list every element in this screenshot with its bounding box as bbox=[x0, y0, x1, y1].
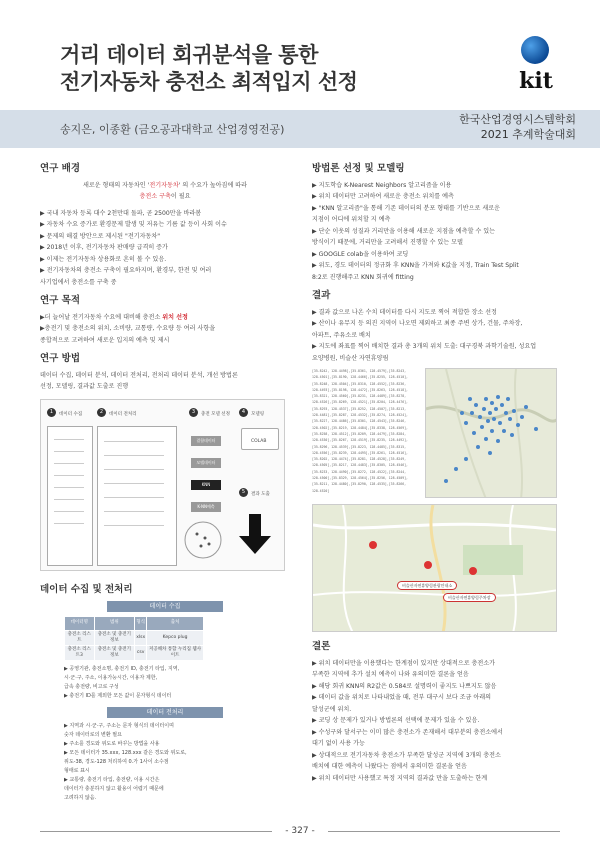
intro-text-red: 전기자동차 bbox=[149, 181, 179, 189]
list-item: ▶ 수성구와 달서구는 이미 많은 충전소가 존재해서 대부분의 충전소에서 bbox=[312, 728, 503, 736]
step-number: 2 bbox=[97, 408, 106, 417]
list-item: ▶ 위치 데이터만 사용했고 특정 지역의 결과값 만을 도출하는 한계 bbox=[312, 774, 488, 782]
note-item: 위도-38, 경도-128 처리하여 0.가 1사이 소수점 bbox=[64, 758, 169, 765]
step-number: 4 bbox=[239, 408, 248, 417]
purpose-item bbox=[40, 313, 290, 324]
step-label: 모델링 bbox=[251, 411, 265, 417]
left-column bbox=[40, 160, 290, 803]
intro-text-pre: 새로운 형태의 자동차인 ' bbox=[82, 181, 150, 189]
data-table bbox=[64, 616, 204, 661]
flow-box: 결합데이터 bbox=[191, 436, 221, 446]
collect-notes bbox=[64, 665, 290, 701]
table-title: 데이터 수집 bbox=[107, 601, 223, 612]
background-list bbox=[40, 209, 290, 289]
conclusion-list bbox=[312, 659, 564, 785]
step-number: 5 bbox=[239, 488, 248, 497]
section-title-conclusion: 결론 bbox=[312, 641, 331, 652]
table-cell: csv bbox=[135, 645, 147, 660]
conference-name: 한국산업경영시스템학회 bbox=[459, 113, 576, 126]
list-item: ▶ 상대적으로 전기자동차 충전소가 부족한 달성군 지역에 3개의 충전소 bbox=[312, 751, 501, 759]
note-item: ▶ 주소를 경도와 위도로 바꾸는 방법을 사용 bbox=[64, 740, 160, 747]
list-item: 8:2로 진행해주고 KNN 회귀에 fitting bbox=[312, 273, 414, 281]
section-title-result: 결과 bbox=[312, 290, 331, 301]
note-item: ▶ 모든 데이터가 35.xxx, 128.xxx 같은 경도와 위도로, bbox=[64, 749, 187, 756]
map-tag: 비슬산자연휴양림주차장 bbox=[443, 593, 496, 602]
title-line-2: 전기자동차 충전소 최적입지 선정 bbox=[60, 70, 358, 94]
list-item: ▶ 지도에 좌표를 찍어 배치한 결과 총 3개의 위치 도출: 대구경북 과학기술원, 성요업 bbox=[312, 343, 537, 350]
list-item: ▶ 국내 자동차 등록 대수 2천만대 돌파, 곧 2500만을 바라봄 bbox=[40, 209, 202, 217]
preprocess-title: 데이터 전처리 bbox=[107, 707, 223, 718]
table-cell: 충전소 및 충전기 정보 bbox=[94, 630, 135, 645]
list-item: 사기업에서 충전소를 구축 중 bbox=[40, 278, 117, 286]
list-item: ▶ 코딩 상 문제가 있거나 방법론의 선택에 문제가 있을 수 있음. bbox=[312, 717, 480, 724]
list-item: ▶ 산이나 유무지 등 의진 지역이 나오면 제외하고 최종 주변 상가, 건물, 주차장, bbox=[312, 320, 523, 327]
note-item: 급속 충전량, 비고로 구성 bbox=[64, 683, 119, 690]
list-item: ▶ 지도학습 K-Nearest Neighbors 알고리즘을 이용 bbox=[312, 181, 452, 189]
table-header: 출처 bbox=[147, 617, 204, 631]
list-item: ▶ 전기자동차의 충전소 구축이 필요하지며, 환경부, 한전 및 여러 bbox=[40, 267, 212, 274]
step-label: 데이터 수집 bbox=[59, 411, 83, 417]
list-item: 아파트, 주유소로 배치 bbox=[312, 331, 371, 339]
distribution-map bbox=[425, 368, 557, 498]
preprocess-notes bbox=[64, 722, 290, 803]
scatter-circle-icon bbox=[181, 518, 225, 562]
authors: 송지은, 이종환 (금오공과대학교 산업경영전공) bbox=[60, 123, 285, 136]
poster-title bbox=[60, 42, 357, 96]
result-location-map bbox=[312, 504, 557, 632]
table-header: 형식 bbox=[135, 617, 147, 631]
colab-label: COLAB bbox=[251, 438, 267, 444]
purpose-item: ▶충전기 및 충전소의 위치, 소비량, 교통량, 수요량 등 여러 사항을 bbox=[40, 325, 216, 332]
conference-info bbox=[459, 112, 576, 142]
data-collect-panel bbox=[47, 426, 93, 566]
coordinate-table-image: [35.8242, 128.4498],[35.8361, 128.4579],[35.8243, 128.4501],[35.8190, 128.4466],[35.8255, 128.4510],[35.8248, 128.4504],[35.8310, 128.4552],[35.8236, 128.4493],[35.8198, 128.4472],[35.8263, 128.4518],[35.8321, 128.4560],[35.8231, 128.4489],[35.8278, 128.4526],[35.8269, 128.4521],[35.8204, 128.4476],[35.8293, 128.4537],[35.8252, 128.4507],[35.8213, 128.4481],[35.8287, 128.4532],[35.8274, 128.4524],[35.8227, 128.4486],[35.8301, 128.4543],[35.8246, 128.4502],[35.8219, 128.4484],[35.8338, 128.4569],[35.8258, 128.4512],[35.8209, 128.4479],[35.8284, 128.4530],[35.8267, 128.4519],[35.8235, 128.4492],[35.8296, 128.4539],[35.8223, 128.4485],[35.8315, 128.4556],[35.8239, 128.4495],[35.8261, 128.4516],[35.8202, 128.4474],[35.8281, 128.4528],[35.8249, 128.4505],[35.8217, 128.4483],[35.8305, 128.4546],[35.8233, 128.4490],[35.8272, 128.4522],[35.8244, 128.4500],[35.8329, 128.4564],[35.8256, 128.4509],[35.8211, 128.4480],[35.8290, 128.4535],[35.8266, 128.4520] bbox=[312, 369, 408, 493]
list-item: ▶ GOOGLE colab을 이용하여 코딩 bbox=[312, 250, 409, 258]
step-label: 충전 모델 선정 bbox=[201, 411, 230, 417]
down-arrow-icon bbox=[231, 510, 281, 560]
note-item: ▶ 지역과 시·군·구, 주소는 문자 형식의 데이터이며 bbox=[64, 722, 174, 729]
section-title-methodology: 방법론 선정 및 모델링 bbox=[312, 163, 405, 174]
intro2-text-post: 이 필요 bbox=[170, 193, 191, 200]
conference-event: 2021 추계학술대회 bbox=[480, 128, 576, 141]
list-item: 달성군에 위치. bbox=[312, 705, 352, 713]
note-item: ▶ 교통량, 충전기 타입, 충전량, 이용 시간은 bbox=[64, 776, 160, 783]
table-row bbox=[65, 645, 204, 660]
table-cell: 저공해차 통합 누리집 웹사이트 bbox=[147, 645, 204, 660]
step-number: 1 bbox=[47, 408, 56, 417]
table-cell: 충전소 및 충전기 정보 bbox=[94, 645, 135, 660]
table-header: 범위 bbox=[94, 617, 135, 631]
list-item: ▶ 문제의 해결 방안으로 제시된 "전기자동차" bbox=[40, 232, 161, 240]
list-item: ▶ 2018년 이후, 전기자동차 판매량 급격히 증가 bbox=[40, 244, 168, 251]
list-item: ▶ 위치 데이터만을 이용했다는 한계점이 있지만 상대적으로 충전소가 bbox=[312, 659, 496, 667]
list-item: ▶ 이제는 전기자동차 상용화로 흔히 볼 수 있음. bbox=[40, 255, 167, 263]
note-item: ▶ 공영기관, 충전소명, 충전기 ID, 충전기 타입, 지역, bbox=[64, 665, 180, 672]
colab-monitor bbox=[241, 428, 279, 450]
section-title-purpose: 연구 목적 bbox=[40, 295, 81, 306]
preprocess-panel bbox=[97, 426, 177, 566]
list-item: ▶ 데이터 값을 위치로 나타내었을 때, 전부 대구시 보다 조금 아래의 bbox=[312, 694, 492, 701]
result-figures bbox=[312, 368, 557, 634]
note-item: 형태로 표시 bbox=[64, 767, 90, 774]
section-title-collect: 데이터 수집 및 전처리 bbox=[40, 583, 133, 595]
purpose-text: ▶더 늘어날 전기자동차 수요에 대비해 충전소 bbox=[40, 313, 163, 321]
map-markers bbox=[426, 369, 557, 498]
step-number: 3 bbox=[189, 408, 198, 417]
step-label: 데이터 전처리 bbox=[109, 411, 137, 417]
table-cell: 충전소 리스트3 bbox=[65, 645, 95, 660]
method-text: 데이터 수집, 데이터 분석, 데이터 전처리, 전처리 데이터 분석, 개선 방법론 bbox=[40, 371, 238, 379]
flow-box: 모델데이터 bbox=[191, 458, 221, 468]
purpose-item: 종합적으로 고려하여 새로운 입지의 예측 및 제시 bbox=[40, 336, 170, 344]
method-text: 선정, 모델링, 결과값 도출로 진행 bbox=[40, 383, 129, 390]
intro-text-post: ' 의 수요가 높아짐에 따라 bbox=[178, 181, 248, 189]
logo-text: kit bbox=[519, 68, 553, 94]
flow-box-knn: KNN bbox=[191, 480, 221, 490]
list-item: ▶ 위도, 경도 데이터의 정규화 후 KNN을 가져와 K값을 지정, Train Test Split bbox=[312, 262, 519, 269]
list-item: ▶ 자동차 수요 증가로 환경문제 발생 및 저유는 기름 값 등이 사회 이슈 bbox=[40, 221, 227, 228]
note-item: ▶ 충전기 ID를 제외한 모든 값이 문자형식 데이터 bbox=[64, 692, 172, 699]
flow-box: K-NN예측 bbox=[191, 502, 221, 512]
list-item: 부족한 지역에 추가 설치 예측이 나와 유의미한 결론을 얻음 bbox=[312, 671, 469, 678]
result-list bbox=[312, 308, 564, 365]
list-item: ▶ 단순 이웃의 성질과 거리만을 이용해 새로운 지점을 예측할 수 있는 bbox=[312, 227, 495, 235]
list-item: 지점이 어디에 위치할 지 예측 bbox=[312, 216, 391, 223]
methodology-list bbox=[312, 181, 564, 284]
list-item: 요양병원, 비슬산 자연휴양림 bbox=[312, 354, 389, 362]
section-title-method: 연구 방법 bbox=[40, 353, 81, 364]
note-item: 고려하지 않음. bbox=[64, 794, 97, 801]
list-item: 대기 없이 사용 가능 bbox=[312, 740, 365, 747]
title-line-1: 거리 데이터 회귀분석을 통한 bbox=[60, 43, 318, 67]
list-item: ▶ 결과 값으로 나온 수치 데이터를 다시 지도로 찍어 적합한 장소 선정 bbox=[312, 308, 497, 316]
table-cell: Kepco plug bbox=[147, 630, 204, 645]
list-item: 배치에 대한 예측이 나왔다는 점에서 유의미한 결론을 얻음 bbox=[312, 763, 467, 770]
logo-drop-icon bbox=[521, 36, 549, 64]
background-intro bbox=[40, 181, 290, 192]
background-intro-2 bbox=[40, 192, 290, 203]
note-item: 시·군·구, 주소, 이용가능시간, 이용자 제한, bbox=[64, 674, 158, 681]
table-row bbox=[65, 630, 204, 645]
table-cell: xlsx bbox=[135, 630, 147, 645]
kit-logo bbox=[512, 36, 560, 98]
right-column bbox=[312, 160, 564, 785]
page-divider-right bbox=[328, 831, 560, 832]
intro2-text-red: 충전소 구축 bbox=[139, 193, 171, 200]
map-tag: 비슬산자연휴양림관광안내소 bbox=[397, 581, 457, 590]
note-item: 숫자 데이터로의 변환 필요 bbox=[64, 731, 122, 738]
research-flow-diagram bbox=[40, 399, 285, 571]
list-item: 방식이기 때문에, 거리만을 고려해서 진행할 수 있는 모델 bbox=[312, 239, 463, 246]
street-lines bbox=[313, 505, 557, 632]
section-title-background: 연구 배경 bbox=[40, 163, 81, 174]
page-number: - 327 - bbox=[285, 826, 315, 836]
table-cell: 충전소 리스트 bbox=[65, 630, 95, 645]
list-item: ▶ 해당 회귀 KNN의 R2값은 0.584로 설명력이 좋지도 나쁘지도 않음 bbox=[312, 682, 497, 690]
note-item: 데이터가 충분하지 않고 활용이 어렵기 때문에 bbox=[64, 785, 164, 792]
list-item: ▶ "KNN 알고리즘"을 통해 기존 데이터의 분포 형태를 기반으로 새로운 bbox=[312, 204, 501, 212]
table-header: 데이터명 bbox=[65, 617, 95, 631]
list-item: ▶ 위치 데이터만 고려하여 새로운 충전소 위치를 예측 bbox=[312, 193, 454, 200]
purpose-red: 위치 선정 bbox=[162, 313, 188, 321]
step-label: 결과 도출 bbox=[251, 491, 270, 497]
